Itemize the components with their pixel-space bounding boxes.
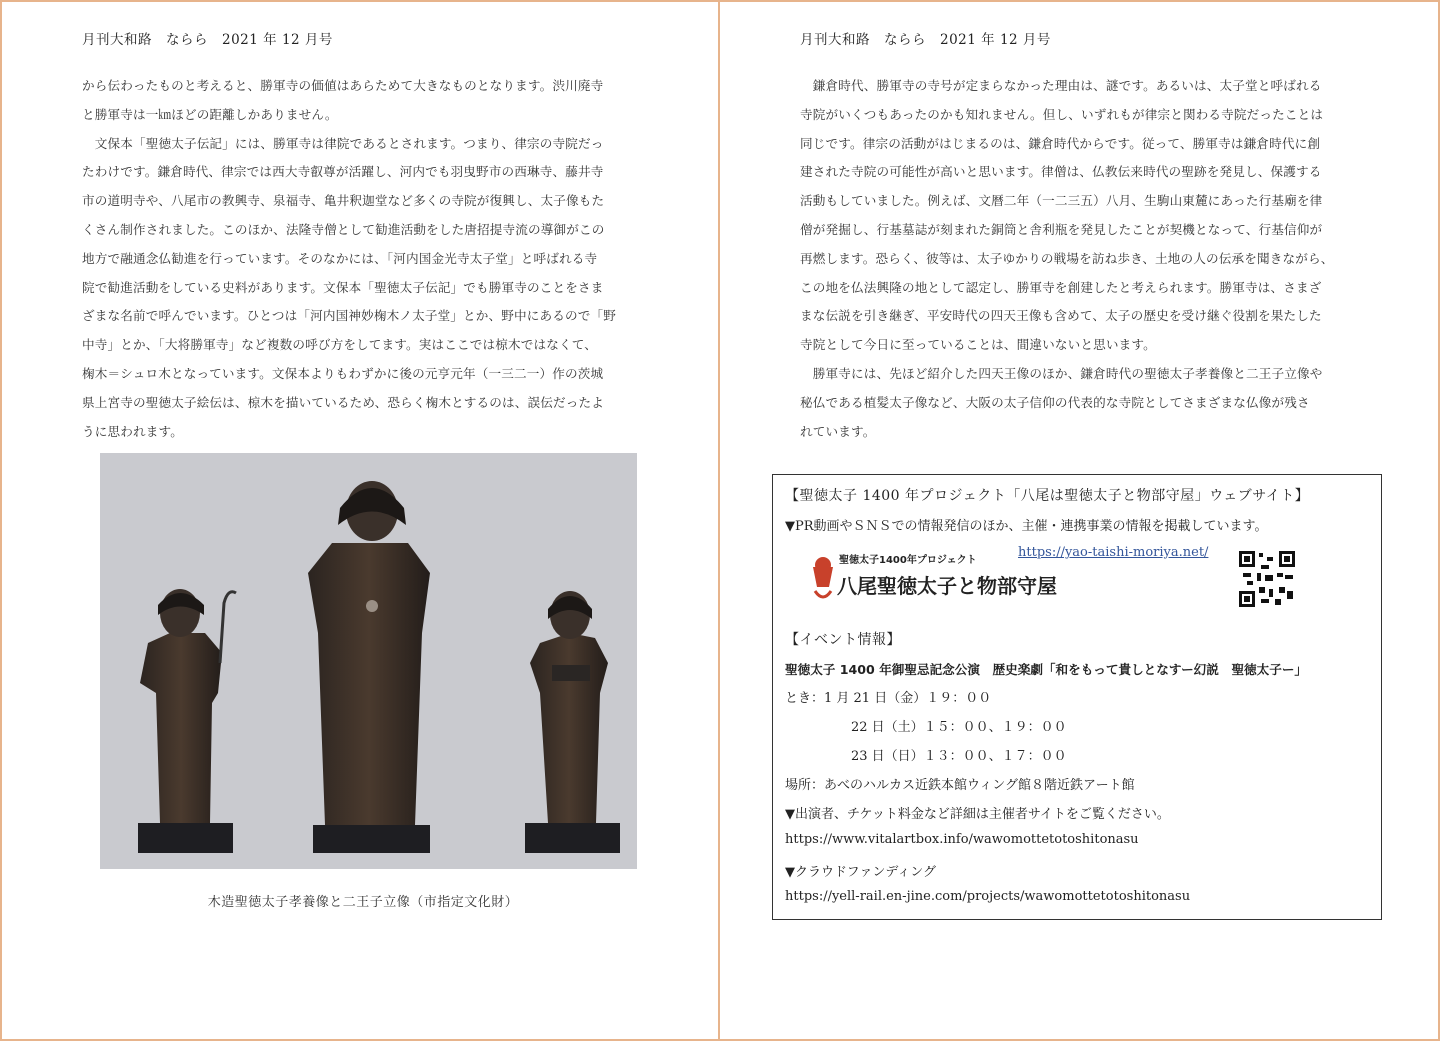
body-line: 椈木＝シュロ木となっています。文保本よりもわずかに後の元亨元年（一三二一）作の茨城: [82, 365, 604, 381]
statue-photo: [100, 453, 637, 869]
crowdfunding-url[interactable]: https://yell-rail.en-jine.com/projects/wawomottetotoshitonasu: [785, 889, 1191, 904]
statue-photo-illustration: [100, 453, 637, 869]
event-time-2: 22 日（土）１５：００、１９：００: [851, 720, 1067, 735]
body-line: 県上宮寺の聖徳太子絵伝は、椋木を描いているため、恐らく椈木とするのは、誤伝だったよ: [82, 394, 604, 410]
event-time-1: とき：1 月 21 日（金）１９：００: [785, 691, 992, 706]
body-line: うに思われます。: [82, 423, 183, 439]
photo-caption: 木造聖徳太子孝養像と二王子立像（市指定文化財）: [207, 895, 519, 910]
body-line: 地方で融通念仏勧進を行っています。そのなかには、「河内国金光寺太子堂」と呼ばれる寺: [82, 250, 598, 266]
project-logo: [809, 547, 1057, 607]
body-line: から伝わったものと考えると、勝軍寺の価値はあらためて大きなものとなります。渋川廃寺: [82, 78, 604, 93]
body-line: 勝軍寺には、先ほど紹介した四天王像のほか、鎌倉時代の聖徳太子孝養像と二王子立像や: [800, 365, 1323, 381]
left-page: [0, 0, 720, 1041]
body-line: れています。: [800, 423, 876, 439]
body-line: 寺院がいくつもあったのかも知れません。但し、いずれもが律宗と関わる寺院だったことは: [800, 106, 1324, 122]
body-line: 鎌倉時代、勝軍寺の寺号が定まらなかった理由は、謎です。あるいは、太子堂と呼ばれる: [800, 78, 1322, 93]
svg-text:八尾聖徳太子と物部守屋: 八尾聖徳太子と物部守屋: [837, 574, 1057, 598]
website-link[interactable]: https://yao-taishi-moriya.net/: [1018, 545, 1209, 560]
details-note: ▼出演者、チケット料金など詳細は主催者サイトをご覧ください。: [785, 807, 1170, 822]
body-line: 寺院として今日に至っていることは、間違いないと思います。: [800, 337, 1156, 353]
body-line: と勝軍寺は一㎞ほどの距離しかありません。: [82, 106, 338, 122]
body-line: 院で勧進活動をしている史料があります。文保本「聖徳太子伝記」でも勝軍寺のことをさま: [82, 279, 604, 295]
event-place: 場所：あべのハルカス近鉄本館ウィング館８階近鉄アート館: [785, 778, 1135, 793]
info-box: [772, 474, 1382, 920]
body-line: 文保本「聖徳太子伝記」には、勝軍寺は律院であるとされます。つまり、律宗の寺院だっ: [82, 135, 604, 151]
body-line: この地を仏法興隆の地として認定し、勝軍寺を創建したと考えられます。勝軍寺は、さまざ: [800, 279, 1322, 295]
body-line: 同じです。律宗の活動がはじまるのは、鎌倉時代からです。従って、勝軍寺は鎌倉時代に創: [800, 135, 1321, 151]
event-heading: 【イベント情報】: [785, 632, 901, 648]
project-title: 【聖徳太子 1400 年プロジェクト「八尾は聖徳太子と物部守屋」ウェブサイト】: [785, 488, 1310, 504]
pr-line: ▼PR動画やＳＮＳでの情報発信のほか、主催・連携事業の情報を掲載しています。: [785, 519, 1268, 534]
body-line: 再燃します。恐らく、彼等は、太子ゆかりの戦場を訪ね歩き、土地の人の伝承を聞きながら、: [800, 250, 1334, 266]
crowdfunding-label: ▼クラウドファンディング: [785, 865, 937, 880]
body-line: たわけです。鎌倉時代、律宗では西大寺叡尊が活躍し、河内でも羽曳野市の西琳寺、藤井寺: [82, 164, 604, 180]
body-line: 僧が発掘し、行基墓誌が刻まれた銅筒と舎利瓶を発見したことが契機となって、行基信仰が: [800, 221, 1323, 237]
event-time-3: 23 日（日）１３：００、１７：００: [851, 749, 1067, 764]
event-title: 聖徳太子 1400 年御聖忌記念公演 歴史楽劇「和をもって貴しとなすー幻説 聖徳太子ー」: [785, 662, 1308, 677]
body-line: 建された寺院の可能性が高いと思います。律僧は、仏教伝来時代の聖跡を発見し、保護する: [800, 164, 1322, 180]
body-line: 活動もしていました。例えば、文暦二年（一二三五）八月、生駒山東麓にあった行基廟を律: [800, 193, 1323, 209]
qr-code-icon: [1239, 551, 1295, 607]
page-header: 月刊大和路 ならら 2021 年 12 月号: [800, 32, 1051, 48]
right-page: [718, 0, 1440, 1041]
svg-text:聖徳太子1400年プロジェクト: 聖徳太子1400年プロジェクト: [839, 555, 977, 566]
body-line: まな伝説を引き継ぎ、平安時代の四天王像も含めて、太子の歴史を受け継ぐ役割を果たした: [800, 308, 1322, 324]
taishi-logo-icon: [809, 547, 1057, 607]
body-line: くさん制作されました。このほか、法隆寺僧として勧進活動をした唐招提寺流の導御がこの: [82, 221, 605, 237]
body-line: 秘仏である植髪太子像など、大阪の太子信仰の代表的な寺院としてさまざまな仏像が残さ: [800, 394, 1310, 410]
article-body: [82, 72, 644, 446]
body-line: 市の道明寺や、八尾市の教興寺、泉福寺、亀井釈迦堂など多くの寺院が復興し、太子像もた: [82, 193, 605, 209]
article-body: [800, 72, 1362, 446]
page-header: 月刊大和路 ならら 2021 年 12 月号: [82, 32, 333, 48]
body-line: 中寺」とか、「大将勝軍寺」など複数の呼び方をしてます。実はここでは椋木ではなくて、: [82, 337, 597, 353]
details-url[interactable]: https://www.vitalartbox.info/wawomottetotoshitonasu: [785, 832, 1139, 847]
body-line: ざまな名前で呼んでいます。ひとつは「河内国神妙椈木ノ太子堂」とか、野中にあるので「野: [82, 308, 616, 324]
